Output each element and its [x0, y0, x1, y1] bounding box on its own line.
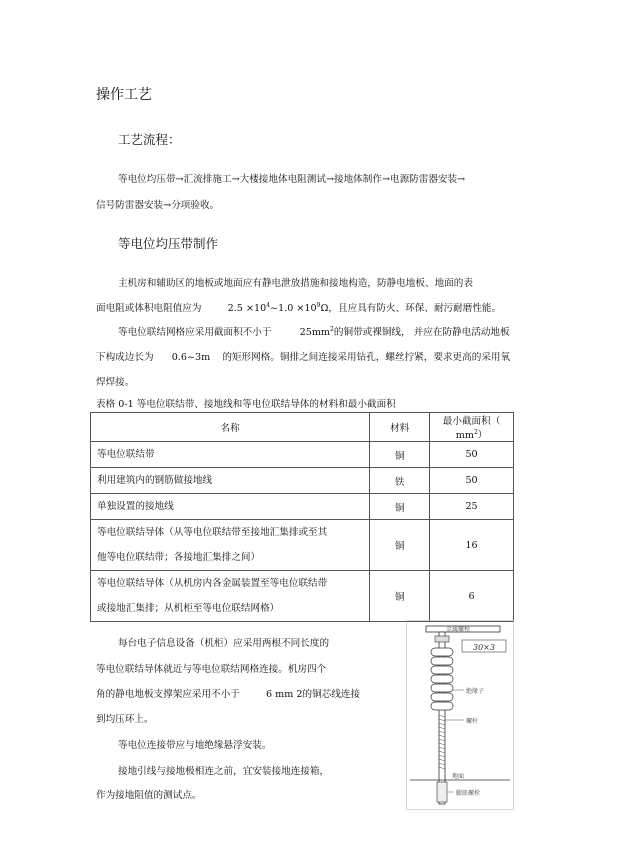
table-row [91, 468, 514, 494]
resistance-lower-exp: 4 [266, 301, 271, 309]
para1-prefix: 面电阻或体积电阻值应为 [96, 303, 202, 314]
para3-line-3 [96, 686, 360, 700]
para2-line-2 [96, 349, 510, 363]
para1-suffix: Ω，且应具有防火、环保、耐污耐磨性能。 [320, 303, 502, 314]
resistance-upper-exp: 9 [316, 301, 321, 309]
label-anchor: 膨胀螺栓 [456, 790, 481, 797]
process-title: 工艺流程： [118, 132, 181, 147]
header-area [430, 413, 514, 442]
page-heading: 操作工艺 [96, 87, 152, 103]
row-name-line: 等电位联结导体（从等电位联结带至接地汇集排或至其 [97, 527, 328, 538]
row-material: 铁 [370, 468, 430, 494]
header-area-suffix: ） [477, 430, 488, 441]
min-area-exp: 2 [330, 325, 334, 333]
label-size: 30×3 [473, 643, 495, 652]
table-row [91, 442, 514, 468]
para2-line2-suffix: 的矩形网格。铜排之间连接采用钻孔，螺丝拧紧，要求更高的采用氧 [222, 352, 511, 363]
para3-suffix: 的铜芯线连接 [302, 689, 361, 700]
insulator-ribs [431, 648, 453, 710]
process-line-1: 等电位均压带→汇流排施工→大楼接地体电阻测试→接地体制作→电源防雷器安装→ [118, 174, 466, 185]
row-name-line: 或接地汇集排；从机柜至等电位联结网格） [97, 603, 280, 614]
header-area-prefix: 最小截面积（ mm [442, 416, 501, 441]
resistance-upper: ~1.0 ×10 [270, 303, 317, 314]
table-header-row [91, 413, 514, 442]
para5-line-2: 作为接地阻值的测试点。 [96, 790, 202, 801]
table-row [91, 494, 514, 520]
label-rod: 螺杆 [466, 718, 479, 725]
para3-line-4: 到均压环上。 [96, 714, 154, 725]
resistance-lower: 2.5 ×10 [227, 303, 267, 314]
row-area: 6 [430, 571, 514, 622]
spec-table [90, 412, 514, 622]
header-name: 名称 [91, 413, 370, 442]
row-area: 16 [430, 520, 514, 571]
row-area: 50 [430, 468, 514, 494]
section-title: 等电位均压带制作 [118, 236, 219, 251]
grid-size-value: 0.6~3m [171, 352, 211, 363]
para1-line-2 [96, 300, 501, 314]
header-area-exp: 2 [473, 428, 478, 436]
table-row [91, 571, 514, 622]
insulator-diagram [406, 620, 514, 810]
min-area-value: 25mm [299, 327, 331, 338]
para2-line-1 [118, 324, 510, 338]
para3-line-1: 每台电子信息设备（机柜）应采用两根不同长度的 [118, 638, 330, 649]
row-material: 铜 [370, 494, 430, 520]
para1-line-1: 主机房和辅助区的地板或地面应有静电泄放措施和接地构造，防静电地板、地面的表 [118, 278, 473, 289]
label-floor: 地面 [452, 773, 465, 780]
row-material: 铜 [370, 520, 430, 571]
label-insulator: 绝缘子 [466, 688, 485, 695]
row-name: 利用建筑内的钢筋做接地线 [91, 468, 370, 494]
para5-line-1: 接地引线与接地极相连之前，宜安装接地连接箱， [118, 766, 330, 777]
row-name-line: 他等电位联结带；各接地汇集排之间） [97, 552, 261, 563]
table-row [91, 520, 514, 571]
row-name [91, 520, 370, 571]
row-name-line: 等电位联结导体（从机房内各金属装置至等电位联结带 [97, 578, 328, 589]
header-material: 材料 [370, 413, 430, 442]
row-area: 50 [430, 442, 514, 468]
row-material: 铜 [370, 571, 430, 622]
row-name: 等电位联结带 [91, 442, 370, 468]
label-top: 金属螺栓 [445, 626, 471, 633]
para3-prefix: 角的静电地板支撑架应采用不小于 [96, 689, 240, 700]
row-area: 25 [430, 494, 514, 520]
row-name: 单独设置的接地线 [91, 494, 370, 520]
para2-line2-prefix: 下构成边长为 [96, 352, 154, 363]
row-name [91, 571, 370, 622]
row-material: 铜 [370, 442, 430, 468]
para2-prefix: 等电位联结网格应采用截面积不小于 [118, 327, 272, 338]
wire-size-value: 6 mm 2 [266, 689, 303, 700]
para2-suffix: 的铜带或裸铜线， 并应在防静电活动地板 [333, 327, 510, 338]
para3-line-2: 等电位联结导体就近与等电位联结网格连接。机房四个 [96, 664, 327, 675]
para4: 等电位连接带应与地绝缘悬浮安装。 [118, 740, 272, 751]
table-caption: 表格 0-1 等电位联结带、接地线和等电位联结导体的材料和最小截面积 [96, 399, 396, 410]
process-line-2: 信号防雷器安装→分项验收。 [96, 200, 220, 211]
para2-line-3: 焊焊接。 [96, 377, 135, 388]
